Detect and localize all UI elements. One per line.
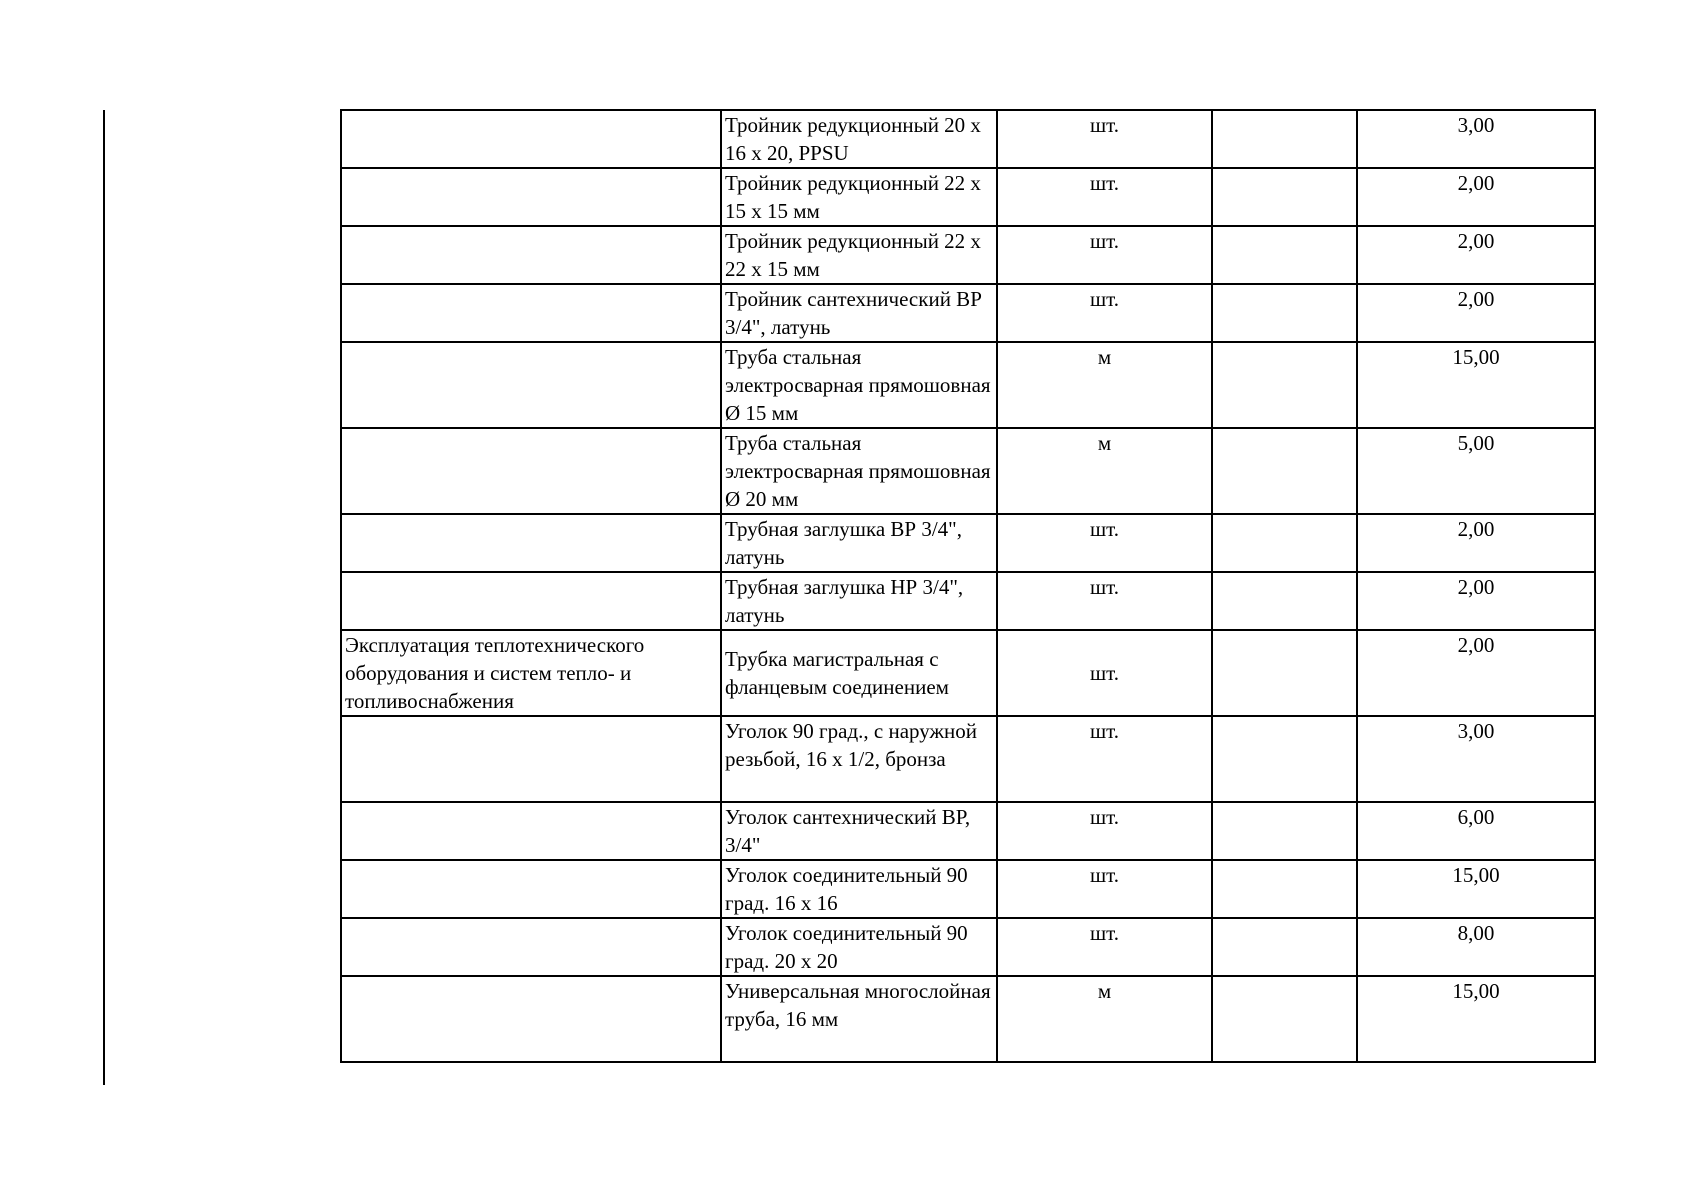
quantity-cell: 3,00 (1357, 716, 1595, 802)
quantity-cell: 2,00 (1357, 514, 1595, 572)
extra-cell (1212, 428, 1357, 514)
table-row (341, 802, 1595, 860)
item-name-cell: Труба стальная электросварная прямошовная Ø 15 мм (721, 342, 997, 428)
item-name-cell: Трубная заглушка ВР 3/4", латунь (721, 514, 997, 572)
unit-cell: шт. (997, 572, 1212, 630)
section-cell (341, 168, 721, 226)
extra-cell (1212, 284, 1357, 342)
unit-cell: м (997, 976, 1212, 1062)
quantity-cell: 3,00 (1357, 110, 1595, 168)
quantity-cell: 2,00 (1357, 284, 1595, 342)
section-cell (341, 802, 721, 860)
item-name-cell: Труба стальная электросварная прямошовная Ø 20 мм (721, 428, 997, 514)
unit-cell: шт. (997, 168, 1212, 226)
unit-cell: шт. (997, 860, 1212, 918)
item-name-cell: Тройник редукционный 22 x 15 x 15 мм (721, 168, 997, 226)
item-name-cell: Тройник редукционный 20 x 16 x 20, PPSU (721, 110, 997, 168)
section-cell (341, 284, 721, 342)
section-cell (341, 428, 721, 514)
quantity-cell: 15,00 (1357, 860, 1595, 918)
section-cell (341, 976, 721, 1062)
unit-cell: шт. (997, 716, 1212, 802)
unit-cell: м (997, 342, 1212, 428)
table-row (341, 860, 1595, 918)
quantity-cell: 2,00 (1357, 572, 1595, 630)
unit-cell: шт. (997, 110, 1212, 168)
item-name-cell: Уголок соединительный 90 град. 16 x 16 (721, 860, 997, 918)
item-name-cell: Уголок 90 град., с наружной резьбой, 16 x 1/2, бронза (721, 716, 997, 802)
table-row (341, 514, 1595, 572)
unit-cell: шт. (997, 226, 1212, 284)
extra-cell (1212, 110, 1357, 168)
quantity-cell: 15,00 (1357, 976, 1595, 1062)
table-row (341, 428, 1595, 514)
unit-cell: шт. (997, 514, 1212, 572)
section-cell (341, 110, 721, 168)
section-cell (341, 226, 721, 284)
section-cell (341, 918, 721, 976)
extra-cell (1212, 918, 1357, 976)
section-cell (341, 572, 721, 630)
item-name-cell: Тройник сантехнический ВР 3/4", латунь (721, 284, 997, 342)
table-row (341, 630, 1595, 716)
item-name-cell: Тройник редукционный 22 x 22 x 15 мм (721, 226, 997, 284)
extra-cell (1212, 514, 1357, 572)
section-cell (341, 514, 721, 572)
extra-cell (1212, 226, 1357, 284)
table-row (341, 716, 1595, 802)
extra-cell (1212, 572, 1357, 630)
item-name-cell: Уголок соединительный 90 град. 20 x 20 (721, 918, 997, 976)
quantity-cell: 2,00 (1357, 226, 1595, 284)
unit-cell: шт. (997, 630, 1212, 716)
quantity-cell: 2,00 (1357, 168, 1595, 226)
table-row (341, 226, 1595, 284)
item-name-cell: Трубка магистральная с фланцевым соединением (721, 630, 997, 716)
extra-cell (1212, 342, 1357, 428)
quantity-cell: 15,00 (1357, 342, 1595, 428)
item-name-cell: Уголок сантехнический ВР, 3/4" (721, 802, 997, 860)
table-row (341, 976, 1595, 1062)
materials-table (340, 109, 1596, 1063)
table-row (341, 110, 1595, 168)
unit-cell: шт. (997, 918, 1212, 976)
item-name-cell: Универсальная многослойная труба, 16 мм (721, 976, 997, 1062)
table-row (341, 168, 1595, 226)
quantity-cell: 6,00 (1357, 802, 1595, 860)
unit-cell: м (997, 428, 1212, 514)
quantity-cell: 5,00 (1357, 428, 1595, 514)
section-cell (341, 342, 721, 428)
table-row (341, 284, 1595, 342)
table-row (341, 572, 1595, 630)
section-cell (341, 716, 721, 802)
extra-cell (1212, 168, 1357, 226)
extra-cell (1212, 802, 1357, 860)
section-cell (341, 860, 721, 918)
extra-cell (1212, 716, 1357, 802)
quantity-cell: 8,00 (1357, 918, 1595, 976)
item-name-cell: Трубная заглушка НР 3/4", латунь (721, 572, 997, 630)
table-row (341, 342, 1595, 428)
unit-cell: шт. (997, 284, 1212, 342)
left-margin-line (103, 110, 105, 1085)
unit-cell: шт. (997, 802, 1212, 860)
table-row (341, 918, 1595, 976)
quantity-cell: 2,00 (1357, 630, 1595, 716)
extra-cell (1212, 976, 1357, 1062)
extra-cell (1212, 630, 1357, 716)
extra-cell (1212, 860, 1357, 918)
section-cell: Эксплуатация теплотехнического оборудования и систем тепло- и топливоснабжения (341, 630, 721, 716)
